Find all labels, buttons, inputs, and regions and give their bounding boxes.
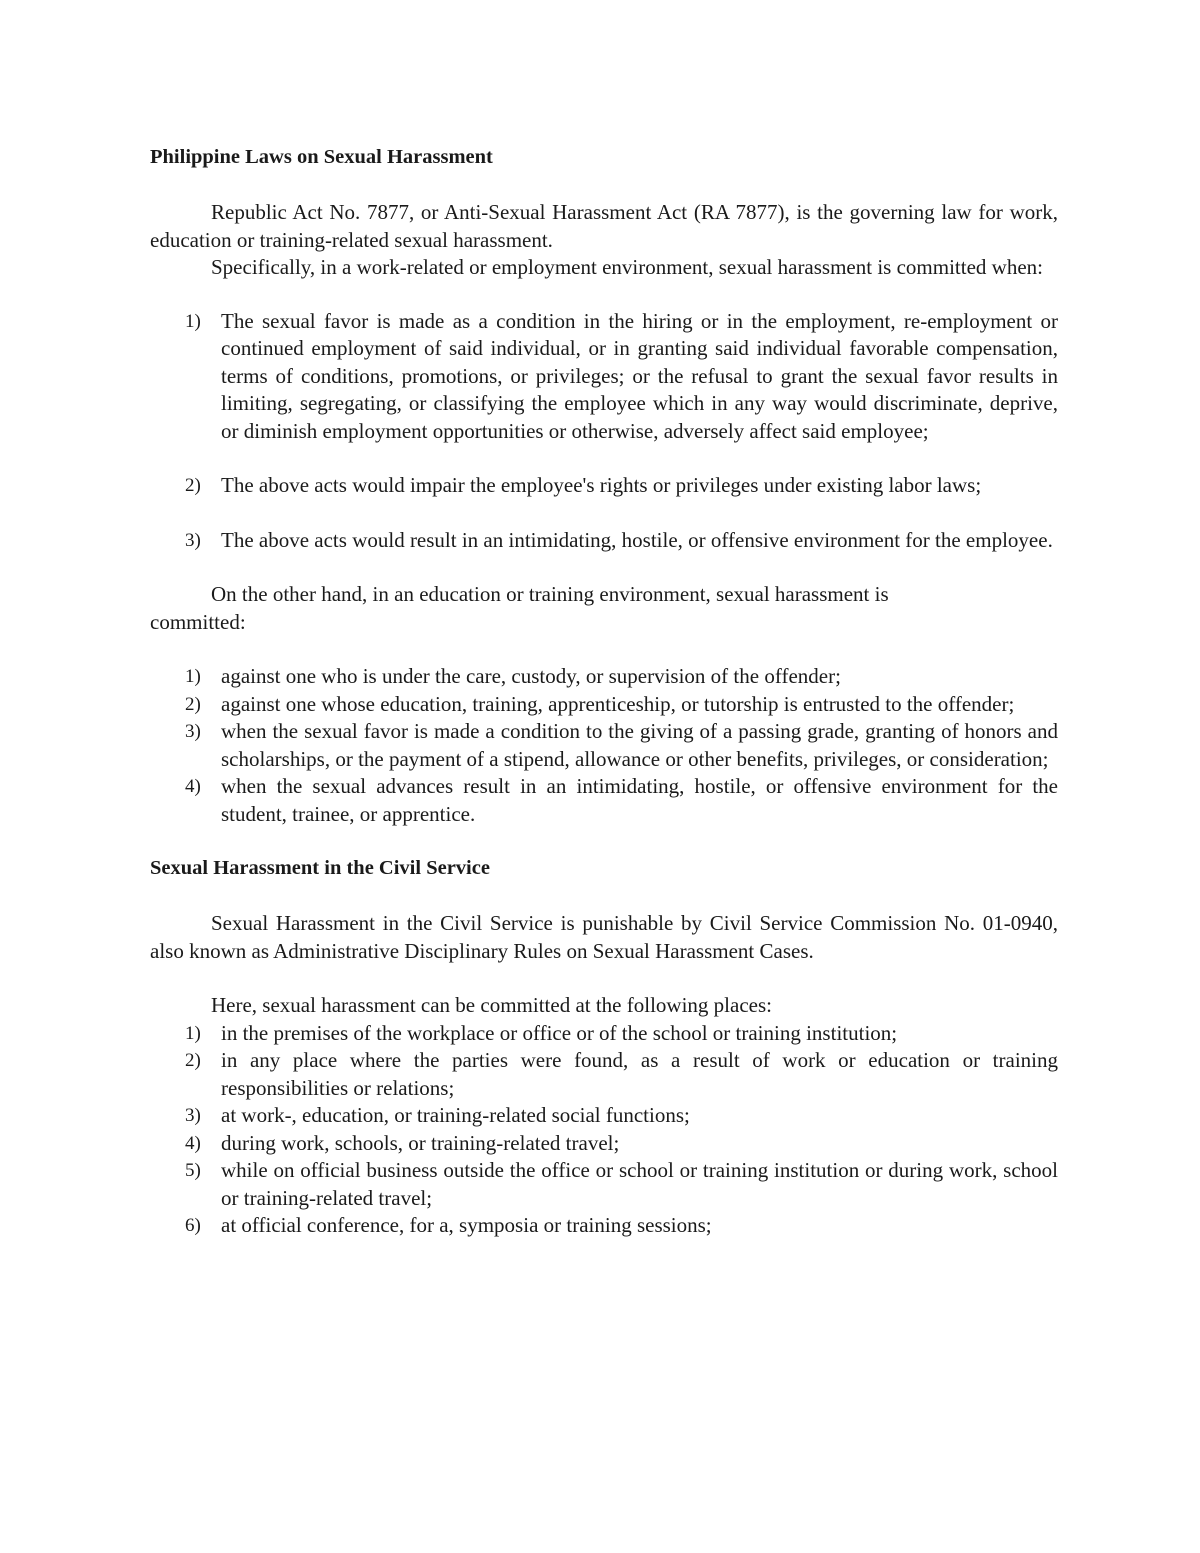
work-environment-intro: Specifically, in a work-related or employment environment, sexual harassment is committed when: xyxy=(211,255,1043,279)
list-item-text: when the sexual favor is made a condition to the giving of a passing grade, granting of honors and scholarships, or the payment of a stipend, allowance or other benefits, privileges, or consideration; xyxy=(221,719,1058,771)
list-number: 2) xyxy=(185,475,201,496)
list-number: 2) xyxy=(185,693,201,715)
list-number: 5) xyxy=(185,1160,201,1181)
list-item xyxy=(150,691,1058,719)
list-number: 1) xyxy=(185,1022,201,1044)
list-item-text: at work-, education, or training-related social functions; xyxy=(221,1103,690,1127)
list-item xyxy=(150,308,1058,446)
list-item-text: against one who is under the care, custody, or supervision of the offender; xyxy=(221,664,841,688)
section-heading-civil-service: Sexual Harassment in the Civil Service xyxy=(150,857,490,879)
list-item xyxy=(150,1130,1058,1158)
list-item-text: against one whose education, training, apprenticeship, or tutorship is entrusted to the offender; xyxy=(221,691,1015,716)
list-item-text: while on official business outside the office or school or training institution or during work, school or training-related travel; xyxy=(221,1158,1058,1210)
section-heading-philippine-laws: Philippine Laws on Sexual Harassment xyxy=(150,146,493,168)
list-item-text: during work, schools, or training-related travel; xyxy=(221,1130,620,1155)
list-number: 2) xyxy=(185,1050,201,1071)
list-item-text: in the premises of the workplace or office or of the school or training institution; xyxy=(221,1020,898,1045)
places-intro: Here, sexual harassment can be committed at the following places: xyxy=(211,993,772,1017)
list-item xyxy=(150,1047,1058,1102)
list-item xyxy=(150,718,1058,773)
list-number: 6) xyxy=(185,1215,201,1236)
work-conditions-list xyxy=(150,308,1058,555)
list-item xyxy=(150,773,1058,828)
education-conditions-list xyxy=(150,663,1058,828)
list-item-text: The above acts would result in an intimidating, hostile, or offensive environment for the employee. xyxy=(221,527,1053,552)
list-number: 4) xyxy=(185,776,201,797)
list-number: 3) xyxy=(185,529,201,551)
list-item xyxy=(150,1102,1058,1130)
list-item xyxy=(150,1212,1058,1240)
list-item xyxy=(150,472,1058,500)
list-number: 4) xyxy=(185,1132,201,1154)
list-item-text: The above acts would impair the employee's rights or privileges under existing labor laws; xyxy=(221,473,982,497)
list-item xyxy=(150,1157,1058,1212)
document-content xyxy=(150,144,1058,1240)
education-environment-intro: On the other hand, in an education or training environment, sexual harassment is committed: xyxy=(150,582,889,634)
list-number: 3) xyxy=(185,721,201,742)
list-item-text: when the sexual advances result in an intimidating, hostile, or offensive environment for the student, trainee, or apprentice. xyxy=(221,774,1058,826)
list-item-text: at official conference, for a, symposia or training sessions; xyxy=(221,1213,712,1237)
list-number: 3) xyxy=(185,1105,201,1126)
list-item xyxy=(150,663,1058,691)
list-number: 1) xyxy=(185,666,201,687)
list-item-text: in any place where the parties were found, as a result of work or education or training responsibilities or relations; xyxy=(221,1048,1058,1100)
list-item-text: The sexual favor is made as a condition in the hiring or in the employment, re-employment or continued employment of said individual, or in granting said individual favorable compensation, terms of conditions, promotions, or privileges; or the refusal to grant the sexual favor results in limiting, segregating, or classifying the employee which in any way would discriminate, deprive, or diminish employment opportunities or otherwise, adversely affect said employee; xyxy=(221,308,1058,443)
list-item xyxy=(150,527,1058,555)
places-list xyxy=(150,1020,1058,1240)
ra7877-paragraph: Republic Act No. 7877, or Anti-Sexual Harassment Act (RA 7877), is the governing law for work, education or training-related sexual harassment. xyxy=(150,200,1058,252)
list-item xyxy=(150,1020,1058,1048)
list-number: 1) xyxy=(185,310,201,332)
civil-service-paragraph: Sexual Harassment in the Civil Service is punishable by Civil Service Commission No. 01-0940, also known as Administrative Disciplinary Rules on Sexual Harassment Cases. xyxy=(150,911,1058,963)
